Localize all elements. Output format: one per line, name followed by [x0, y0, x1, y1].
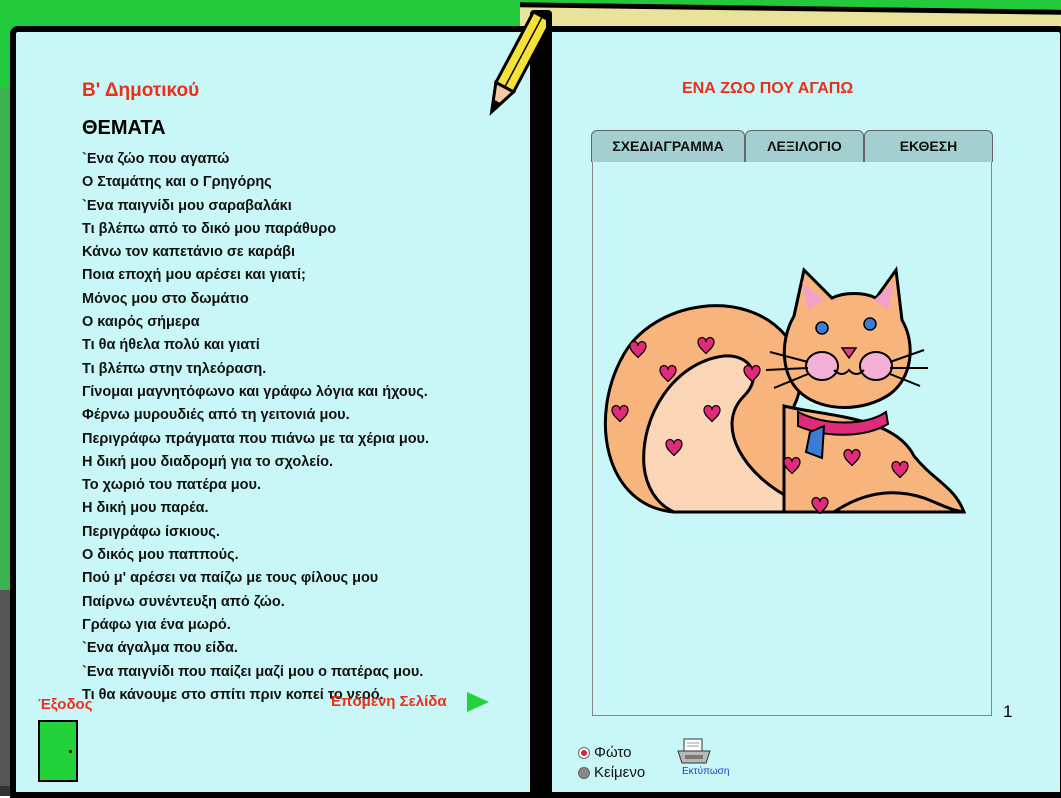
topic-item[interactable]: Παίρνω συνέντευξη από ζώο.	[82, 593, 285, 610]
topic-item[interactable]: Η δική μου παρέα.	[82, 500, 209, 517]
topic-item[interactable]: Ο δικός μου παππούς.	[82, 547, 239, 564]
next-page-label[interactable]: Επόμενη Σελίδα	[331, 693, 447, 710]
topic-item[interactable]: Ο καιρός σήμερα	[82, 314, 200, 331]
printer-icon[interactable]	[676, 737, 712, 767]
door-icon[interactable]	[38, 720, 78, 782]
topic-item[interactable]: Πού μ' αρέσει να παίζω με τους φίλους μου	[82, 570, 379, 587]
topic-item[interactable]: Ο Σταμάτης και ο Γρηγόρης	[82, 174, 272, 191]
topic-item[interactable]: Μόνος μου στο δωμάτιο	[82, 290, 249, 307]
topic-item[interactable]: `Ενα άγαλμα που είδα.	[82, 640, 238, 657]
radio-photo[interactable]	[578, 744, 632, 761]
grade-title: Β' Δημοτικού	[82, 80, 200, 101]
pencil-icon	[486, 6, 546, 126]
door-knob	[69, 750, 72, 753]
topic-item[interactable]: Το χωριό του πατέρα μου.	[82, 477, 261, 494]
topic-item[interactable]: Ποια εποχή μου αρέσει και γιατί;	[82, 267, 306, 284]
topic-item[interactable]: Κάνω τον καπετάνιο σε καράβι	[82, 244, 295, 261]
topic-item[interactable]: Περιγράφω πράγματα που πιάνω με τα χέρια μου.	[82, 430, 430, 447]
topics-heading: ΘΕΜΑΤΑ	[82, 117, 166, 139]
play-arrow-icon[interactable]	[467, 692, 489, 712]
topic-item[interactable]: Τι βλέπω από το δικό μου παράθυρο	[82, 220, 337, 237]
radio-button-unselected[interactable]	[578, 767, 590, 779]
topic-item[interactable]: Τι βλέπω στην τηλεόραση.	[82, 360, 267, 377]
exit-label[interactable]: Έξοδος	[38, 696, 93, 713]
topic-item[interactable]: `Ενα ζώο που αγαπώ	[82, 151, 230, 167]
radio-button-selected[interactable]	[578, 747, 590, 759]
radio-text-label: Κείμενο	[594, 764, 646, 781]
book-spine	[530, 10, 552, 796]
topic-item[interactable]: Η δική μου διαδρομή για το σχολείο.	[82, 453, 334, 470]
topic-item[interactable]: Γίνομαι μαγνητόφωνο και γράφω λόγια και ήχους.	[82, 383, 428, 400]
topic-item[interactable]: Γράφω για ένα μωρό.	[82, 616, 231, 633]
print-label[interactable]: Εκτύπωση	[682, 766, 730, 777]
topic-item[interactable]: Περιγράφω ίσκιους.	[82, 523, 220, 540]
topic-item[interactable]: `Ενα παιγνίδι μου σαραβαλάκι	[82, 197, 292, 214]
cat-illustration	[594, 266, 966, 516]
page-number: 1	[1003, 702, 1013, 721]
tab-bar	[591, 130, 993, 162]
topic-item[interactable]: Τι θα ήθελα πολύ και γιατί	[82, 337, 260, 354]
tab-vocabulary[interactable]: ΛΕΞΙΛΟΓΙΟ	[745, 130, 864, 162]
topic-item[interactable]: Τι θα κάνουμε στο σπίτι πριν κοπεί το νερό.	[82, 686, 384, 703]
topic-item[interactable]: `Ενα παιγνίδι που παίζει μαζί μου ο πατέρας μου.	[82, 663, 424, 680]
tab-outline[interactable]: ΣΧΕΔΙΑΓΡΑΜΜΑ	[591, 130, 745, 162]
topic-title: ΕΝΑ ΖΩΟ ΠΟΥ ΑΓΑΠΩ	[682, 80, 854, 97]
topic-item[interactable]: Φέρνω μυρουδιές από τη γειτονιά μου.	[82, 407, 350, 424]
tab-essay[interactable]: ΕΚΘΕΣΗ	[864, 130, 993, 162]
topics-list	[82, 148, 429, 707]
radio-text[interactable]	[578, 764, 645, 781]
radio-photo-label: Φώτο	[594, 744, 632, 761]
